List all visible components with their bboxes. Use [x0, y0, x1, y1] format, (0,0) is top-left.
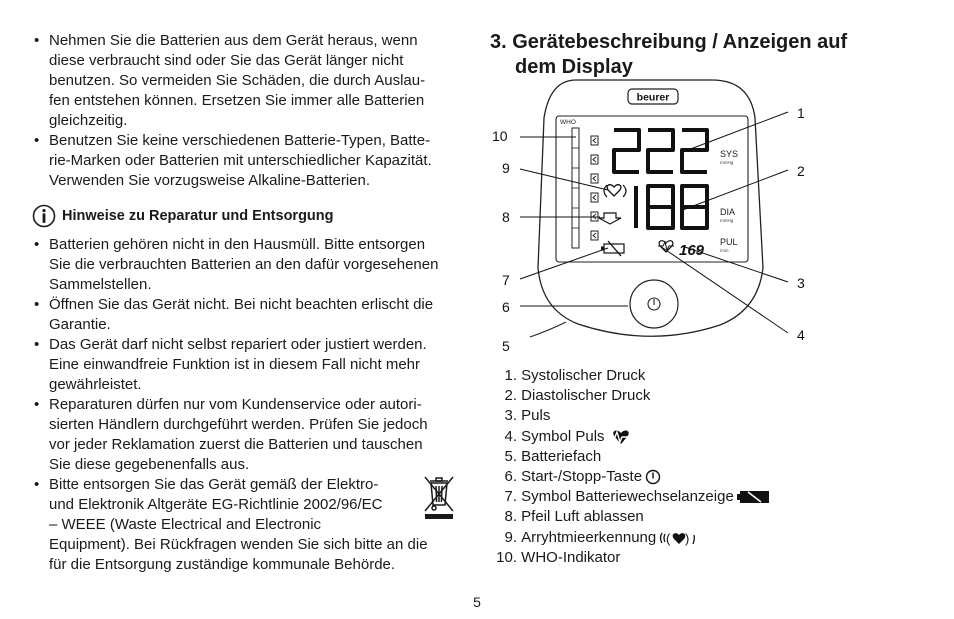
callout-6: 6 — [502, 299, 510, 315]
dia-unit: mmHg — [720, 218, 734, 223]
legend-num: 3. — [504, 407, 517, 425]
legend-item — [490, 467, 771, 487]
legend-item — [490, 366, 771, 386]
legend-num: 7. — [504, 488, 517, 506]
legend-item — [490, 427, 771, 447]
legend-num: 5. — [504, 447, 517, 465]
text-line: • Reparaturen dürfen nur vom Kundenservice oder autori- — [49, 396, 422, 413]
weee-crossed-bin-icon — [422, 475, 456, 521]
legend-num: 10. — [496, 548, 517, 566]
legend-item — [490, 507, 771, 527]
legend-text: Systolischer Druck — [521, 367, 646, 384]
legend-item — [490, 528, 771, 548]
legend-text: Puls — [521, 407, 551, 425]
legend-text: Batteriefach — [521, 447, 602, 465]
text-line: fen entstehen können. Ersetzen Sie immer alle Batterien — [49, 92, 425, 109]
sys-label: SYS — [720, 149, 739, 159]
repair-disposal-note-heading — [32, 203, 472, 229]
pulse-digits: 169 — [679, 242, 705, 259]
text-line: vor jeder Reklamation zuerst die Batterien und tauschen — [49, 436, 423, 453]
legend-num: 8. — [504, 508, 517, 526]
callout-1: 1 — [797, 105, 805, 121]
heading-line-1: 3. Gerätebeschreibung / Anzeigen auf — [490, 31, 848, 53]
text-line: Sammelstellen. — [49, 276, 152, 293]
pulse-heart-icon — [608, 428, 634, 446]
legend-num: 9. — [504, 528, 517, 546]
text-line: benutzen. So vermeiden Sie Schäden, die durch Auslau- — [49, 72, 426, 89]
page-number: 5 — [473, 594, 481, 610]
callout-8: 8 — [502, 209, 510, 225]
text-line: • Benutzen Sie keine verschiedenen Batterie-Typen, Batte- — [49, 132, 431, 149]
bullet-remove-batteries — [32, 31, 472, 131]
heading-line-2: dem Display — [515, 56, 633, 78]
callout-4: 4 — [797, 327, 805, 343]
callout-5: 5 — [502, 338, 510, 354]
legend-text: Start-/Stopp-Taste — [521, 468, 643, 486]
callout-9: 9 — [502, 160, 510, 176]
legend-item — [490, 548, 771, 568]
power-icon — [645, 469, 661, 485]
pul-label: PUL — [720, 237, 738, 247]
text-line: Sie die verbrauchten Batterien an den dafür vorgesehenen — [49, 256, 439, 273]
legend-num: 1. — [504, 367, 517, 384]
note-title: Hinweise zu Reparatur und Entsorgung — [62, 208, 334, 224]
bullet-weee-disposal — [32, 475, 472, 575]
text-line: Eine einwandfreie Funktion ist in diesem Fall nicht mehr — [49, 356, 421, 373]
legend-text: Diastolischer Druck — [521, 387, 651, 405]
info-icon — [32, 204, 56, 228]
legend-num: 4. — [504, 427, 517, 445]
text-line: diese verbraucht sind oder Sie das Gerät länger nicht — [49, 52, 404, 69]
text-line: gleichzeitig. — [49, 112, 128, 129]
legend-text: Arryhtmieerkennung — [521, 528, 657, 546]
battery-compartment-leader — [530, 322, 566, 337]
dia-label: DIA — [720, 207, 736, 217]
text-line: rie-Marken oder Batterien mit unterschiedlicher Kapazität. — [49, 152, 432, 169]
callout-3: 3 — [797, 275, 805, 291]
section-heading — [490, 30, 930, 80]
text-line: • Das Gerät darf nicht selbst repariert oder justiert werden. — [49, 336, 427, 353]
text-line: • Bitte entsorgen Sie das Gerät gemäß der Elektro- — [49, 476, 379, 493]
repair-disposal-list — [32, 235, 472, 575]
legend-text: Pfeil Luft ablassen — [521, 508, 644, 526]
brand-logo: beurer — [636, 91, 670, 104]
arrhythmia-icon — [659, 529, 699, 547]
text-line: Equipment). Bei Rückfragen wenden Sie sich bitte an die — [49, 536, 428, 553]
callout-10: 10 — [492, 128, 508, 144]
text-line: – WEEE (Waste Electrical and Electronic — [49, 516, 322, 533]
text-line: und Elektronik Altgeräte EG-Richtlinie 2002/96/EC — [49, 496, 383, 513]
bullet-household-waste — [32, 235, 472, 295]
text-line: gewährleistet. — [49, 376, 142, 393]
bullet-battery-types — [32, 131, 472, 191]
svg-text:(: ( — [666, 530, 671, 546]
battery-instructions-list — [32, 31, 472, 191]
legend-text: WHO-Indikator — [521, 548, 621, 566]
bullet-do-not-open — [32, 295, 472, 335]
component-legend — [490, 366, 771, 568]
legend-num: 2. — [504, 387, 517, 405]
text-line: Sie diese gegebenenfalls aus. — [49, 456, 250, 473]
left-column — [32, 31, 472, 575]
right-column — [490, 30, 930, 80]
text-line: • Batterien gehören nicht in den Hausmüll. Bitte entsorgen — [49, 236, 426, 253]
legend-text: Symbol Puls — [521, 427, 605, 445]
device-diagram — [490, 78, 820, 363]
legend-item — [490, 487, 771, 507]
bullet-customer-service — [32, 395, 472, 475]
text-line: Garantie. — [49, 316, 111, 333]
text-line: Verwenden Sie vorzugsweise Alkaline-Batterien. — [49, 172, 371, 189]
legend-item — [490, 447, 771, 467]
callout-7: 7 — [502, 272, 510, 288]
callout-2: 2 — [797, 163, 805, 179]
sys-unit: mmHg — [720, 160, 734, 165]
legend-item — [490, 386, 771, 406]
legend-item — [490, 406, 771, 426]
text-line: • Nehmen Sie die Batterien aus dem Gerät heraus, wenn — [49, 32, 418, 49]
pul-unit: /min — [720, 248, 729, 253]
text-line: • Öffnen Sie das Gerät nicht. Bei nicht beachten erlischt die — [49, 296, 434, 313]
svg-text:): ) — [685, 530, 690, 546]
who-label: WHO — [560, 119, 576, 126]
text-line: für die Entsorgung zuständige kommunale Behörde. — [49, 556, 396, 573]
text-line: sierten Händlern durchgeführt werden. Prüfen Sie jedoch — [49, 416, 428, 433]
legend-num: 6. — [504, 468, 517, 486]
legend-text: Symbol Batteriewechselanzeige — [521, 488, 734, 506]
battery-change-icon — [737, 489, 771, 505]
bullet-no-self-repair — [32, 335, 472, 395]
